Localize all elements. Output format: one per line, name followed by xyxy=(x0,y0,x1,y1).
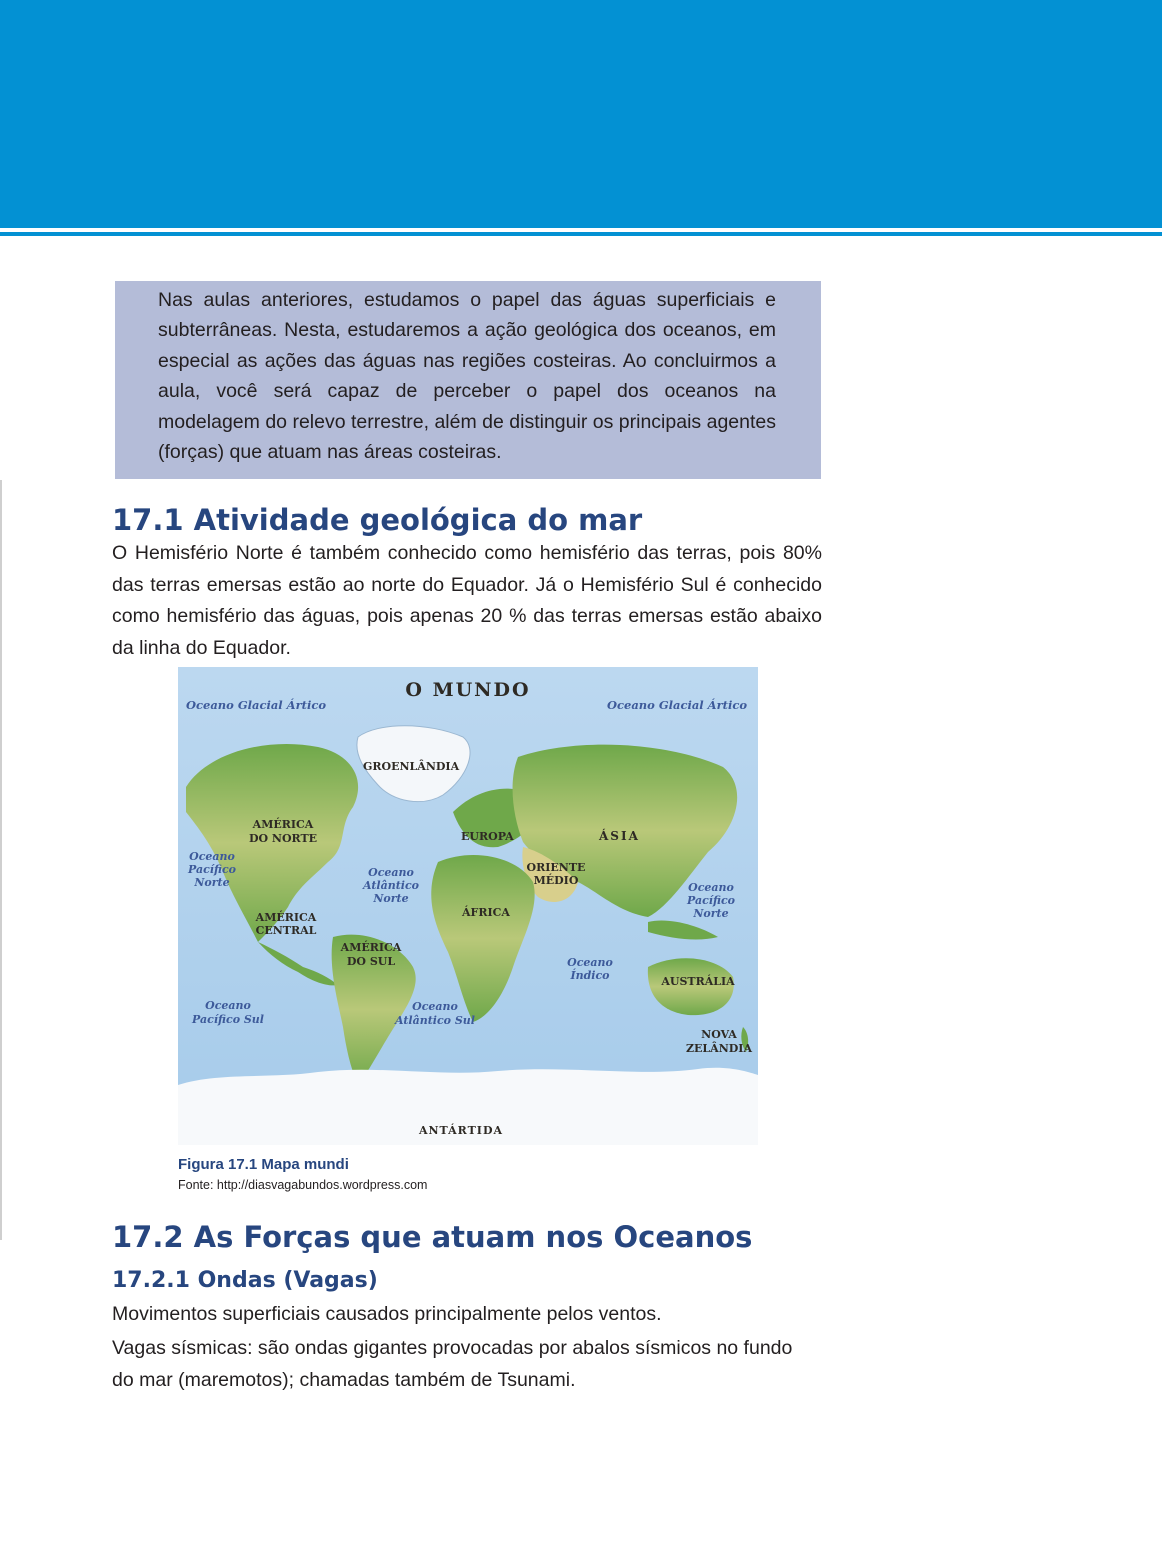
label-indian-2: Índico xyxy=(570,969,610,982)
section-17-2-1-line-3: do mar (maremotos); chamadas também de Tsunami. xyxy=(112,1369,576,1391)
label-greenland: GROENLÂNDIA xyxy=(363,760,460,773)
label-africa: ÁFRICA xyxy=(462,906,510,919)
section-17-2-1-line-1: Movimentos superficiais causados principalmente pelos ventos. xyxy=(112,1303,662,1325)
label-atlantic-north-3: Norte xyxy=(373,892,409,905)
label-south-america-2: DO SUL xyxy=(346,955,396,968)
section-17-1-body: O Hemisfério Norte é também conhecido como hemisfério das terras, pois 80% das terras emersas estão ao norte do Equador. Já o Hemisfério Sul é conhecido como hemisfério das águas, pois apenas 20 % das terras emersas estão abaixo da linha do Equador. xyxy=(112,542,822,659)
label-middle-east-2: MÉDIO xyxy=(533,874,579,887)
label-atlantic-north-1: Oceano xyxy=(368,866,414,879)
label-pacific-north-left-1: Oceano xyxy=(189,850,235,863)
label-south-america-1: AMÉRICA xyxy=(340,941,402,954)
intro-box xyxy=(115,281,821,479)
label-arctic-right: Oceano Glacial Ártico xyxy=(607,698,747,712)
page-edge-line xyxy=(0,480,2,1240)
label-north-america-1: AMÉRICA xyxy=(252,818,314,831)
label-new-zealand-1: NOVA xyxy=(701,1028,737,1041)
label-pacific-north-right-1: Oceano xyxy=(688,881,734,894)
section-heading-17-1: 17.1 Atividade geológica do mar xyxy=(112,503,643,537)
header-band xyxy=(0,0,1162,228)
label-central-america-1: AMÉRICA xyxy=(255,911,317,924)
label-atlantic-south-2: Atlântico Sul xyxy=(395,1014,475,1027)
map-title: O MUNDO xyxy=(405,679,531,701)
label-pacific-south-1: Oceano xyxy=(205,999,251,1012)
label-australia: AUSTRÁLIA xyxy=(661,975,735,988)
world-map-figure xyxy=(178,667,758,1145)
figure-caption: Figura 17.1 Mapa mundi xyxy=(178,1156,349,1173)
subsection-heading-17-2-1: 17.2.1 Ondas (Vagas) xyxy=(112,1268,378,1293)
label-atlantic-south-1: Oceano xyxy=(412,1000,458,1013)
label-antarctica: ANTÁRTIDA xyxy=(418,1124,504,1137)
label-asia: ÁSIA xyxy=(599,829,640,843)
intro-text: Nas aulas anteriores, estudamos o papel das águas superficiais e subterrâneas. Nesta, estudaremos a ação geológica dos oceanos, em especial as ações das águas nas regiões costeiras. Ao concluirmos a aula, você será capaz de perceber o papel dos oceanos na modelagem do relevo terrestre, além de distinguir os principais agentes (forças) que atuam nas áreas costeiras. xyxy=(158,289,776,464)
label-pacific-north-right-3: Norte xyxy=(693,907,729,920)
section-17-2-1-line-2: Vagas sísmicas: são ondas gigantes provocadas por abalos sísmicos no fundo xyxy=(112,1337,793,1359)
label-arctic-left: Oceano Glacial Ártico xyxy=(186,698,326,712)
label-indian-1: Oceano xyxy=(567,956,613,969)
label-pacific-south-2: Pacífico Sul xyxy=(192,1013,264,1026)
header-rule xyxy=(0,232,1162,236)
label-pacific-north-right-2: Pacífico xyxy=(686,894,736,907)
label-central-america-2: CENTRAL xyxy=(255,924,317,937)
label-europe: EUROPA xyxy=(461,830,514,843)
figure-source: Fonte: http://diasvagabundos.wordpress.com xyxy=(178,1178,428,1192)
label-pacific-north-left-2: Pacífico xyxy=(187,863,237,876)
label-new-zealand-2: ZELÂNDIA xyxy=(686,1042,752,1055)
label-north-america-2: DO NORTE xyxy=(248,832,318,845)
world-map xyxy=(178,667,758,1145)
label-middle-east-1: ORIENTE xyxy=(526,861,586,874)
label-pacific-north-left-3: Norte xyxy=(194,876,230,889)
section-heading-17-2: 17.2 As Forças que atuam nos Oceanos xyxy=(112,1220,753,1254)
label-atlantic-north-2: Atlântico xyxy=(362,879,420,892)
